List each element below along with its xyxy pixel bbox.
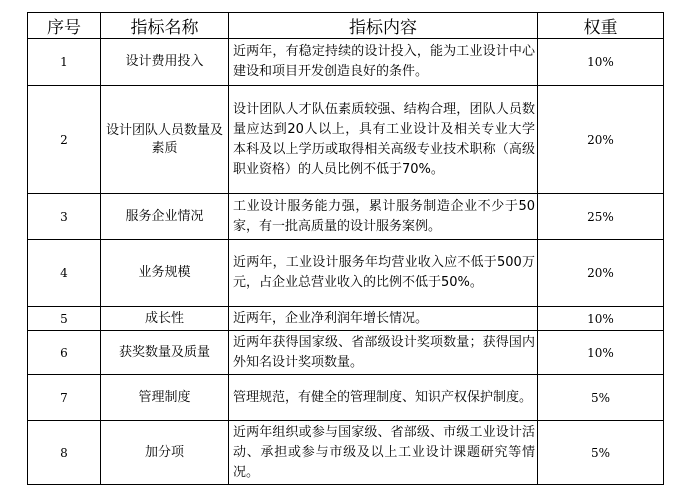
row-weight: 20% xyxy=(538,86,664,194)
table-row xyxy=(28,39,664,86)
table-row xyxy=(28,421,664,485)
row-content: 设计团队人才队伍素质较强、结构合理，团队人员数量应达到20人以上，具有工业设计及相关专业大学本科及以上学历或取得相关高级专业技术职称（高级职业资格）的人员比例不低于70%。 xyxy=(229,86,538,194)
row-content: 近两年组织或参与国家级、省部级、市级工业设计活动、承担或参与市级及以上工业设计课题研究等情况。 xyxy=(229,421,538,485)
row-seq: 3 xyxy=(28,194,101,240)
row-weight: 5% xyxy=(538,421,664,485)
table-row xyxy=(28,86,664,194)
row-weight: 5% xyxy=(538,375,664,421)
row-name: 加分项 xyxy=(101,421,229,485)
table-row xyxy=(28,331,664,375)
row-content: 近两年，企业净利润年增长情况。 xyxy=(229,307,538,331)
row-seq: 1 xyxy=(28,39,101,86)
row-seq: 5 xyxy=(28,307,101,331)
header-seq: 序号 xyxy=(28,13,101,39)
row-weight: 25% xyxy=(538,194,664,240)
row-seq: 8 xyxy=(28,421,101,485)
row-seq: 2 xyxy=(28,86,101,194)
row-content: 管理规范，有健全的管理制度、知识产权保护制度。 xyxy=(229,375,538,421)
row-content: 近两年，工业设计服务年均营业收入应不低于500万元，占企业总营业收入的比例不低于50%。 xyxy=(229,240,538,307)
row-seq: 4 xyxy=(28,240,101,307)
row-name: 业务规模 xyxy=(101,240,229,307)
header-content: 指标内容 xyxy=(229,13,538,39)
row-seq: 6 xyxy=(28,331,101,375)
header-weight: 权重 xyxy=(538,13,664,39)
indicator-table xyxy=(27,12,664,485)
row-content: 近两年获得国家级、省部级设计奖项数量；获得国内外知名设计奖项数量。 xyxy=(229,331,538,375)
header-name: 指标名称 xyxy=(101,13,229,39)
row-weight: 20% xyxy=(538,240,664,307)
row-name: 获奖数量及质量 xyxy=(101,331,229,375)
row-weight: 10% xyxy=(538,307,664,331)
row-seq: 7 xyxy=(28,375,101,421)
row-name: 管理制度 xyxy=(101,375,229,421)
table-row xyxy=(28,194,664,240)
row-content: 近两年，有稳定持续的设计投入，能为工业设计中心建设和项目开发创造良好的条件。 xyxy=(229,39,538,86)
row-weight: 10% xyxy=(538,39,664,86)
row-content: 工业设计服务能力强，累计服务制造企业不少于50家，有一批高质量的设计服务案例。 xyxy=(229,194,538,240)
table-row xyxy=(28,240,664,307)
row-name: 成长性 xyxy=(101,307,229,331)
row-name: 设计团队人员数量及素质 xyxy=(101,86,229,194)
header-row xyxy=(28,13,664,39)
row-name: 设计费用投入 xyxy=(101,39,229,86)
table-row xyxy=(28,307,664,331)
row-weight: 10% xyxy=(538,331,664,375)
row-name: 服务企业情况 xyxy=(101,194,229,240)
table-row xyxy=(28,375,664,421)
